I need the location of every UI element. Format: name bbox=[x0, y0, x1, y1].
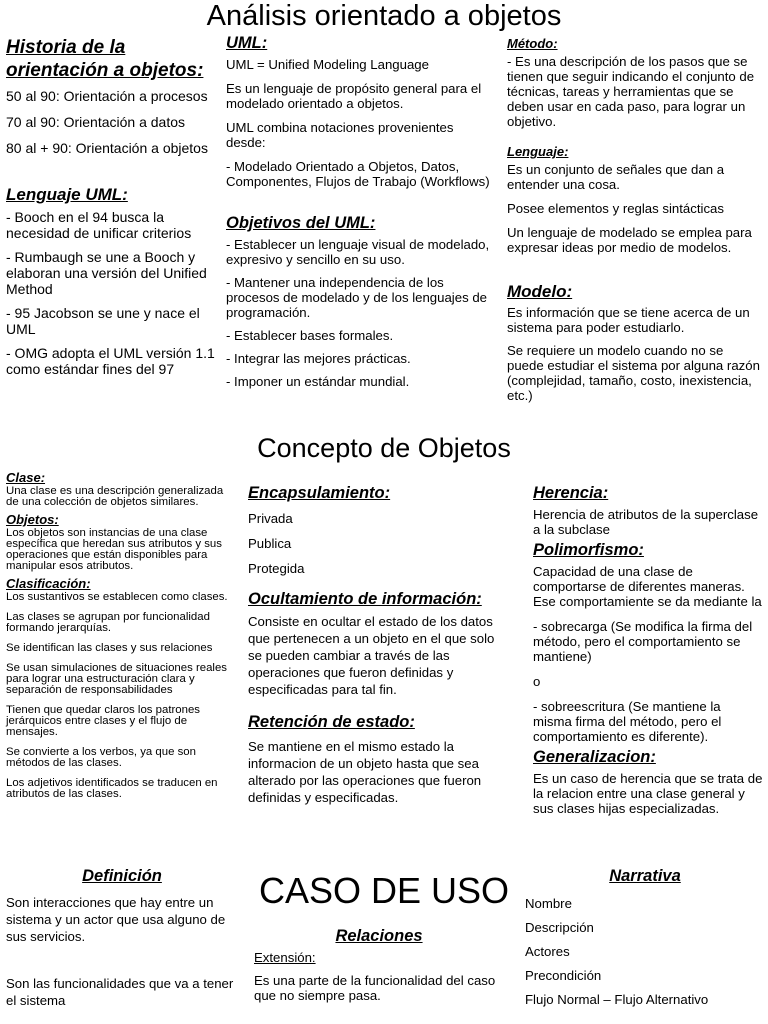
encapsulamiento-item: Publica bbox=[248, 536, 292, 551]
uml-heading: UML: bbox=[226, 34, 268, 52]
clasificacion-item: Se convierte a los verbos, ya que son métodos de las clases. bbox=[6, 746, 196, 769]
clasificacion-item: Se usan simulaciones de situaciones reales para lograr una estructuración clara y separación de responsabilidades bbox=[6, 662, 227, 696]
clasificacion-item: Las clases se agrupan por funcionalidad formando jerarquías. bbox=[6, 611, 210, 634]
historia-heading: Historia de la orientación a objetos: bbox=[6, 37, 204, 81]
objetivos-item: - Establecer bases formales. bbox=[226, 328, 394, 343]
narrativa-item: Nombre bbox=[525, 896, 572, 911]
lenguaje-item: Es un conjunto de señales que dan a entender una cosa. bbox=[507, 162, 725, 192]
clase-section bbox=[6, 472, 238, 806]
metodo-heading: Método: bbox=[507, 36, 558, 51]
relaciones-item: Es una parte de la funcionalidad del caso que no siempre pasa. bbox=[254, 973, 496, 1003]
narrativa-section bbox=[525, 869, 765, 1013]
clasificacion-heading: Clasificación: bbox=[6, 576, 91, 591]
encapsulamiento-section bbox=[248, 486, 510, 582]
objetivos-section bbox=[226, 216, 496, 395]
historia-section bbox=[6, 36, 216, 162]
uml-item: UML combina notaciones provenientes desde: bbox=[226, 120, 454, 150]
narrativa-item: Flujo Normal – Flujo Alternativo bbox=[525, 992, 709, 1007]
lenguaje-section bbox=[507, 144, 763, 261]
objetivos-item: - Imponer un estándar mundial. bbox=[226, 374, 410, 389]
retencion-section bbox=[248, 715, 510, 812]
lenguaje-uml-item: - Booch en el 94 busca la necesidad de unificar criterios bbox=[6, 209, 192, 241]
clase-item: Una clase es una descripción generalizada de una colección de objetos similares. bbox=[6, 485, 224, 508]
lenguaje-uml-item: - 95 Jacobson se une y nace el UML bbox=[6, 305, 200, 337]
definicion-item: Son interacciones que hay entre un sistema y un actor que usa alguno de sus servicios. bbox=[6, 895, 226, 944]
definicion-section bbox=[6, 869, 238, 1015]
lenguaje-uml-item: - Rumbaugh se une a Booch y elaboran una versión del Unified Method bbox=[6, 249, 207, 297]
objetos-item: Los objetos son instancias de una clase específica que heredan sus atributos y sus operaciones que están disponibles para manipular esos atributos. bbox=[6, 527, 222, 572]
retencion-heading: Retención de estado: bbox=[248, 713, 415, 731]
generalizacion-heading: Generalizacion: bbox=[533, 748, 656, 766]
clasificacion-item: Los sustantivos se establecen como clases. bbox=[6, 591, 228, 603]
concepto-title: Concepto de Objetos bbox=[257, 433, 511, 463]
uml-section bbox=[226, 36, 496, 195]
objetos-heading: Objetos: bbox=[6, 512, 59, 527]
lenguaje-uml-item: - OMG adopta el UML versión 1.1 como estándar fines del 97 bbox=[6, 345, 215, 377]
ocultamiento-item: Consiste en ocultar el estado de los datos que pertenecen a un objeto en el que solo se pueden cambiar a través de las operaciones que fueron definidas y especificadas para tal fin. bbox=[248, 614, 495, 697]
objetivos-item: - Integrar las mejores prácticas. bbox=[226, 351, 411, 366]
encapsulamiento-heading: Encapsulamiento: bbox=[248, 484, 391, 502]
herencia-section bbox=[533, 486, 763, 822]
uml-item: Es un lenguaje de propósito general para el modelado orientado a objetos. bbox=[226, 81, 482, 111]
uml-item: - Modelado Orientado a Objetos, Datos, Componentes, Flujos de Trabajo (Workflows) bbox=[226, 159, 490, 189]
extension-label: Extensión: bbox=[254, 950, 316, 965]
modelo-item: Es información que se tiene acerca de un sistema para poder estudiarlo. bbox=[507, 305, 750, 335]
ocultamiento-heading: Ocultamiento de información: bbox=[248, 590, 482, 608]
polimorfismo-item: o bbox=[533, 674, 541, 689]
herencia-heading: Herencia: bbox=[533, 484, 609, 502]
relaciones-section bbox=[254, 929, 504, 1009]
metodo-item: - Es una descripción de los pasos que se tienen que seguir indicando el conjunto de técnicas, tareas y herramientas que se deben usar en cada paso, para lograr un objetivo. bbox=[507, 54, 755, 129]
definicion-item: Son las funcionalidades que va a tener el sistema bbox=[6, 976, 234, 1008]
narrativa-item: Actores bbox=[525, 944, 570, 959]
herencia-item: Herencia de atributos de la superclase a la subclase bbox=[533, 507, 759, 537]
metodo-section bbox=[507, 36, 763, 135]
retencion-item: Se mantiene en el mismo estado la informacion de un objeto hasta que sea alterado por las operaciones que fueron definidas y especificadas. bbox=[248, 739, 482, 805]
clasificacion-item: Se identifican las clases y sus relaciones bbox=[6, 642, 213, 654]
lenguaje-item: Posee elementos y reglas sintácticas bbox=[507, 201, 724, 216]
narrativa-item: Descripción bbox=[525, 920, 594, 935]
historia-item: 70 al 90: Orientación a datos bbox=[6, 114, 186, 130]
historia-item: 80 al + 90: Orientación a objetos bbox=[6, 140, 208, 156]
lenguaje-uml-section bbox=[6, 187, 216, 383]
polimorfismo-heading: Polimorfismo: bbox=[533, 541, 644, 559]
clasificacion-item: Tienen que quedar claros los patrones jerárquicos entre clases y el flujo de mensajes. bbox=[6, 704, 200, 738]
encapsulamiento-item: Protegida bbox=[248, 561, 305, 576]
clase-heading: Clase: bbox=[6, 470, 46, 485]
encapsulamiento-item: Privada bbox=[248, 511, 293, 526]
definicion-heading: Definición bbox=[82, 867, 162, 885]
clasificacion-item: Los adjetivos identificados se traducen en atributos de las clases. bbox=[6, 777, 218, 800]
modelo-item: Se requiere un modelo cuando no se puede estudiar el sistema por alguna razón (complejidad, tamaño, costo, inexistencia, etc.) bbox=[507, 343, 760, 403]
modelo-heading: Modelo: bbox=[507, 282, 573, 301]
caso-title: CASO DE USO bbox=[258, 870, 510, 911]
historia-item: 50 al 90: Orientación a procesos bbox=[6, 88, 208, 104]
narrativa-item: Precondición bbox=[525, 968, 602, 983]
polimorfismo-item: Capacidad de una clase de comportarse de diferentes maneras. Ese comportamiente se da mediante la bbox=[533, 564, 762, 609]
relaciones-heading: Relaciones bbox=[335, 927, 423, 945]
page-title: Análisis orientado a objetos bbox=[206, 0, 562, 32]
polimorfismo-item: - sobrecarga (Se modifica la firma del método, pero el comportamiento se mantiene) bbox=[533, 619, 753, 664]
uml-item: UML = Unified Modeling Language bbox=[226, 57, 429, 72]
lenguaje-heading: Lenguaje: bbox=[507, 144, 569, 159]
lenguaje-uml-heading: Lenguaje UML: bbox=[6, 185, 128, 204]
ocultamiento-section bbox=[248, 592, 510, 704]
modelo-section bbox=[507, 284, 763, 409]
polimorfismo-item: - sobreescritura (Se mantiene la misma firma del método, pero el comportamiento es diferente). bbox=[533, 699, 722, 744]
objetivos-item: - Establecer un lenguaje visual de modelado, expresivo y sencillo en su uso. bbox=[226, 237, 490, 267]
objetivos-item: - Mantener una independencia de los procesos de modelado y de los lenguajes de programación. bbox=[226, 275, 487, 320]
generalizacion-item: Es un caso de herencia que se trata de la relacion entre una clase general y sus clases hijas especializadas. bbox=[533, 771, 763, 816]
objetivos-heading: Objetivos del UML: bbox=[226, 214, 376, 232]
narrativa-heading: Narrativa bbox=[609, 867, 681, 885]
lenguaje-item: Un lenguaje de modelado se emplea para expresar ideas por medio de modelos. bbox=[507, 225, 752, 255]
